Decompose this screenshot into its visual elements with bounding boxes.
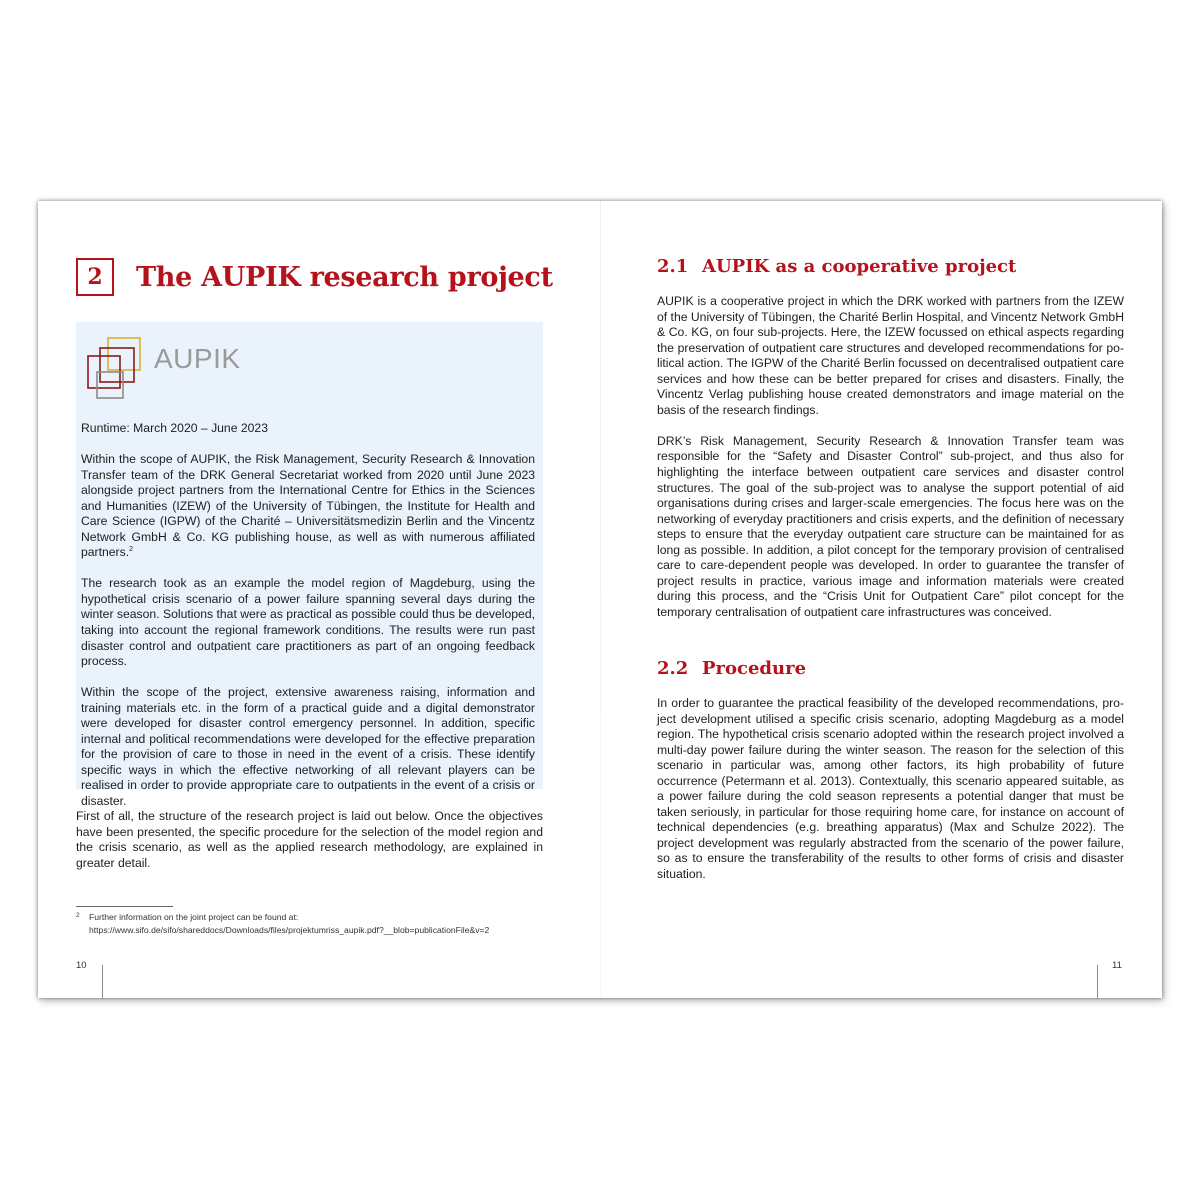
section-2-2-body <box>657 696 1124 883</box>
section-2-1-body <box>657 294 1124 620</box>
footnote <box>76 911 556 937</box>
section-title: AUPIK as a cooperative project <box>702 256 1017 277</box>
page-number-right: 11 <box>1112 960 1122 971</box>
footnote-reference: 2 <box>129 546 134 554</box>
footnote-divider <box>76 906 173 907</box>
section-title: Procedure <box>702 658 807 679</box>
infobox-paragraph: Within the scope of the project, extensive awareness raising, information and training materials etc. in the form of a practical guide and a digital demonstrator were developed for disaster control emergency personnel. In addition, specific internal and political recommendations were developed for the effective preparation for the provision of care to those in need in the event of a crisis. These identify specific ways in which the effective networking of all relevant players can be realised in order to provide appropriate care to outpatients in the event of a crisis or disaster. <box>81 685 535 808</box>
page-number-rule-right <box>1097 965 1098 999</box>
footnote-mark: 2 <box>76 912 80 919</box>
chapter-title: The AUPIK research project <box>136 262 553 293</box>
footnote-line: Further information on the joint project can be found at: <box>89 912 299 922</box>
right-page <box>600 201 1162 998</box>
infobox-paragraph: The research took as an example the model region of Magdeburg, using the hypothetical crisis scenario of a power failure spanning several days during the winter season. Solutions that were as practical as possible could thus be developed, taking into account the regional framework conditions. The results were run past disaster control and outpatient care practitioners as part of an ongoing feedback process. <box>81 576 535 669</box>
book-spread <box>38 201 1162 998</box>
section-heading-2-1 <box>657 255 1016 279</box>
aupik-logo <box>84 334 239 404</box>
section-number: 2.2 <box>657 658 689 679</box>
page-number-rule-left <box>102 965 103 999</box>
section-paragraph: DRK’s Risk Management, Security Research & Innovation Transfer team was responsible for the “Safety and Disaster Control” sub-project, and thus also for highlighting the interface between outpatient care services and disaster control structures. The goal of the sub-project was to analyse the support potential of aid organisations during crises and larger-scale emergencies. The focus here was on the networking of everyday practitioners and crisis experts, and the definition of necessary steps to ensure that the everyday outpatient care structure can be maintained for as long as possible. In addition, a pilot concept for the temporary provision of centralised care to care-dependent people was developed. In order to guarantee the transfer of project results in practice, various image and information materials were created during this process, and the “Crisis Unit for Outpatient Care” pilot concept for the temporary centralisation of outpatient care infrastructures was conceived. <box>657 433 1124 619</box>
intro-paragraph: First of all, the structure of the research project is laid out below. Once the objectives have been presented, the specific procedure for the selection of the model region and the crisis scenario, as well as the applied research methodology, are explained in greater detail. <box>76 809 543 870</box>
aupik-logo-icon <box>84 334 154 404</box>
infobox-body <box>81 421 535 810</box>
section-paragraph: AUPIK is a cooperative project in which the DRK worked with partners from the IZEW of the University of Tübingen, the Charité Berlin Hospital, and Vincentz Network GmbH & Co. KG, on four sub-projects. Here, the IZEW focussed on ethical aspects regarding the preservation of outpatient care structures and developed recommendations for political action. The IGPW of the Charité Berlin focussed on decentralised outpatient care services and how these can be better prepared for crises and disasters. Finally, the Vincentz Verlag publishing house created demonstrators and image material on the basis of the research findings. <box>657 294 1124 417</box>
section-paragraph: In order to guarantee the practical feasibility of the developed recommendations, project development utilised a specific crisis scenario, adopting Magdeburg as a model region. The hypothetical crisis scenario adopted within the research project involved a multi-day power failure during the winter season. The reason for the selection of this scenario in particular was, among other factors, its high probability of future occurrence (Petermann et al. 2013). Contextually, this scenario appeared suitable, as a power failure during the cold season represents a potential danger that must be taken seriously, in particular for those requiring home care, for instance on account of technical dependencies (e.g. breathing apparatus) (Max and Schulze 2022). The project development was regularly abstracted from the scenario of the power failure, so as to ensure the transferability of the results to other forms of crisis and disaster situation. <box>657 696 1124 882</box>
infobox-paragraph-text: Within the scope of AUPIK, the Risk Management, Security Research & Innovation Transfer team of the DRK General Secretariat worked from 2020 until June 2023 alongside project partners from the International Centre for Ethics in the Sciences and Humanities (IZEW) of the University of Tübingen, the Institute for Health and Care Science (IGPW) of the Charité – Universitätsmedizin Berlin and the Vincentz Network GmbH & Co. KG publishing house, as well as with numerous affiliated partners. <box>81 452 535 560</box>
footnote-url: https://www.sifo.de/sifo/shareddocs/Downloads/files/projektumriss_aupik.pdf?__blob=publicationFile&v=2 <box>89 925 490 935</box>
runtime-text: Runtime: March 2020 – June 2023 <box>81 421 268 435</box>
intro-text-block <box>76 809 543 871</box>
chapter-number-box: 2 <box>76 258 114 296</box>
section-number: 2.1 <box>657 256 689 277</box>
left-page <box>38 201 600 998</box>
page-number-left: 10 <box>76 960 87 971</box>
infobox-paragraph <box>81 452 535 561</box>
project-infobox <box>76 322 543 808</box>
section-heading-2-2 <box>657 657 806 681</box>
aupik-logo-text: AUPIK <box>154 343 241 374</box>
